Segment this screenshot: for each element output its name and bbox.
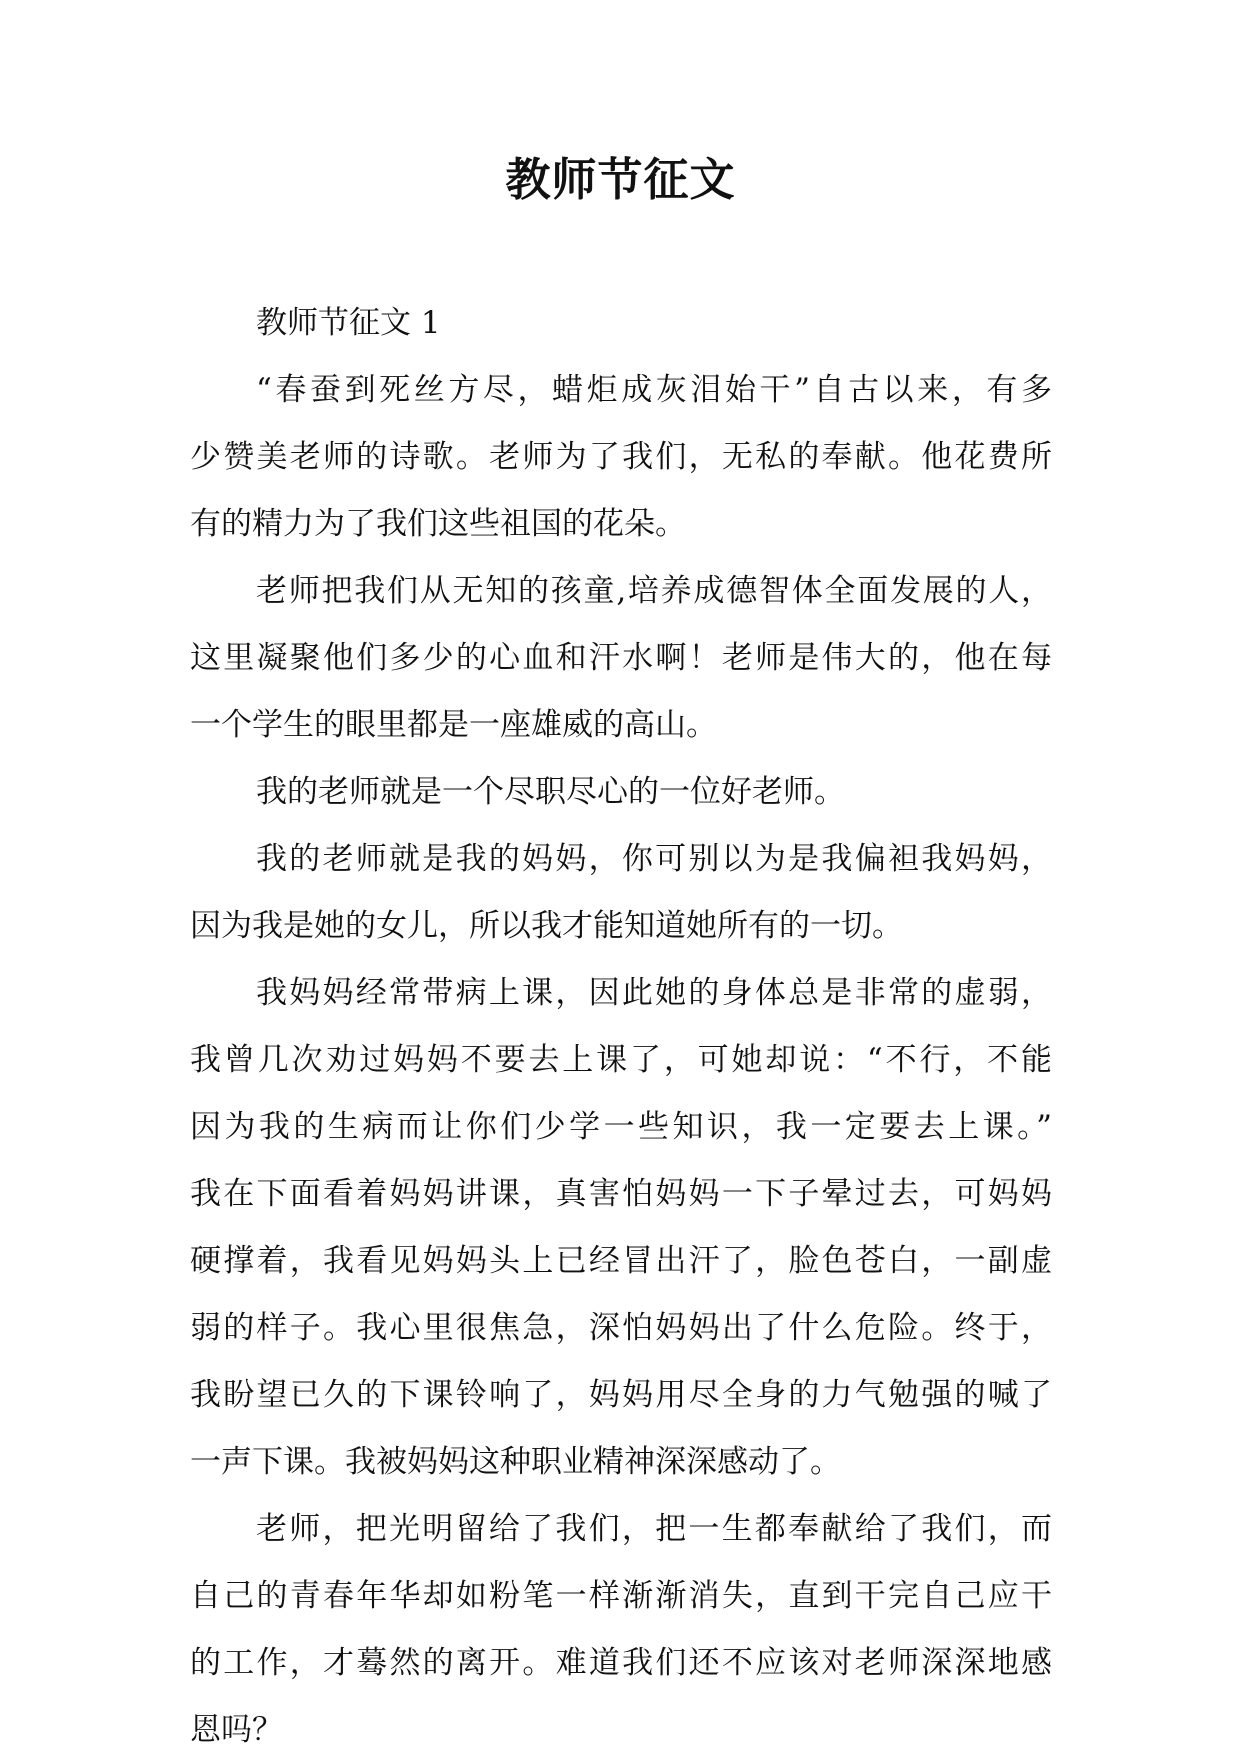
text-line: 我的老师就是我的妈妈，你可别以为是我偏袒我妈妈， (256, 841, 1052, 877)
document-title: 教师节征文 (505, 153, 736, 206)
text-line: 老师，把光明留给了我们，把一生都奉献给了我们，而 (256, 1511, 1052, 1547)
text-line: 老师把我们从无知的孩童,培养成德智体全面发展的人， (256, 573, 1052, 609)
text-line: 恩吗？ (190, 1712, 283, 1748)
text-line: 这里凝聚他们多少的心血和汗水啊！老师是伟大的，他在每 (190, 640, 1052, 676)
text-line: “春蚕到死丝方尽，蜡炬成灰泪始干”自古以来，有多 (256, 372, 1052, 408)
section-heading: 教师节征文 1 (256, 305, 441, 341)
text-line: 我在下面看着妈妈讲课，真害怕妈妈一下子晕过去，可妈妈 (190, 1176, 1052, 1212)
text-line: 有的精力为了我们这些祖国的花朵。 (190, 506, 686, 542)
text-line: 因为我是她的女儿，所以我才能知道她所有的一切。 (190, 908, 903, 944)
text-line: 少赞美老师的诗歌。老师为了我们，无私的奉献。他花费所 (190, 439, 1052, 475)
text-line: 因为我的生病而让你们少学一些知识，我一定要去上课。” (190, 1109, 1052, 1145)
text-line: 一声下课。我被妈妈这种职业精神深深感动了。 (190, 1444, 841, 1480)
text-line: 我的老师就是一个尽职尽心的一位好老师。 (256, 774, 845, 810)
paragraph-lines (190, 357, 1052, 1764)
text-line: 我曾几次劝过妈妈不要去上课了，可她却说：“不行，不能 (190, 1042, 1052, 1078)
document-body (190, 290, 1052, 1764)
text-line: 我妈妈经常带病上课，因此她的身体总是非常的虚弱， (256, 975, 1052, 1011)
text-line: 的工作，才蓦然的离开。难道我们还不应该对老师深深地感 (190, 1645, 1052, 1681)
text-line: 自己的青春年华却如粉笔一样渐渐消失，直到干完自己应干 (190, 1578, 1052, 1614)
text-line: 我盼望已久的下课铃响了，妈妈用尽全身的力气勉强的喊了 (190, 1377, 1052, 1413)
text-line: 一个学生的眼里都是一座雄威的高山。 (190, 707, 717, 743)
text-line: 硬撑着，我看见妈妈头上已经冒出汗了，脸色苍白，一副虚 (190, 1243, 1052, 1279)
text-line: 弱的样子。我心里很焦急，深怕妈妈出了什么危险。终于， (190, 1310, 1052, 1346)
